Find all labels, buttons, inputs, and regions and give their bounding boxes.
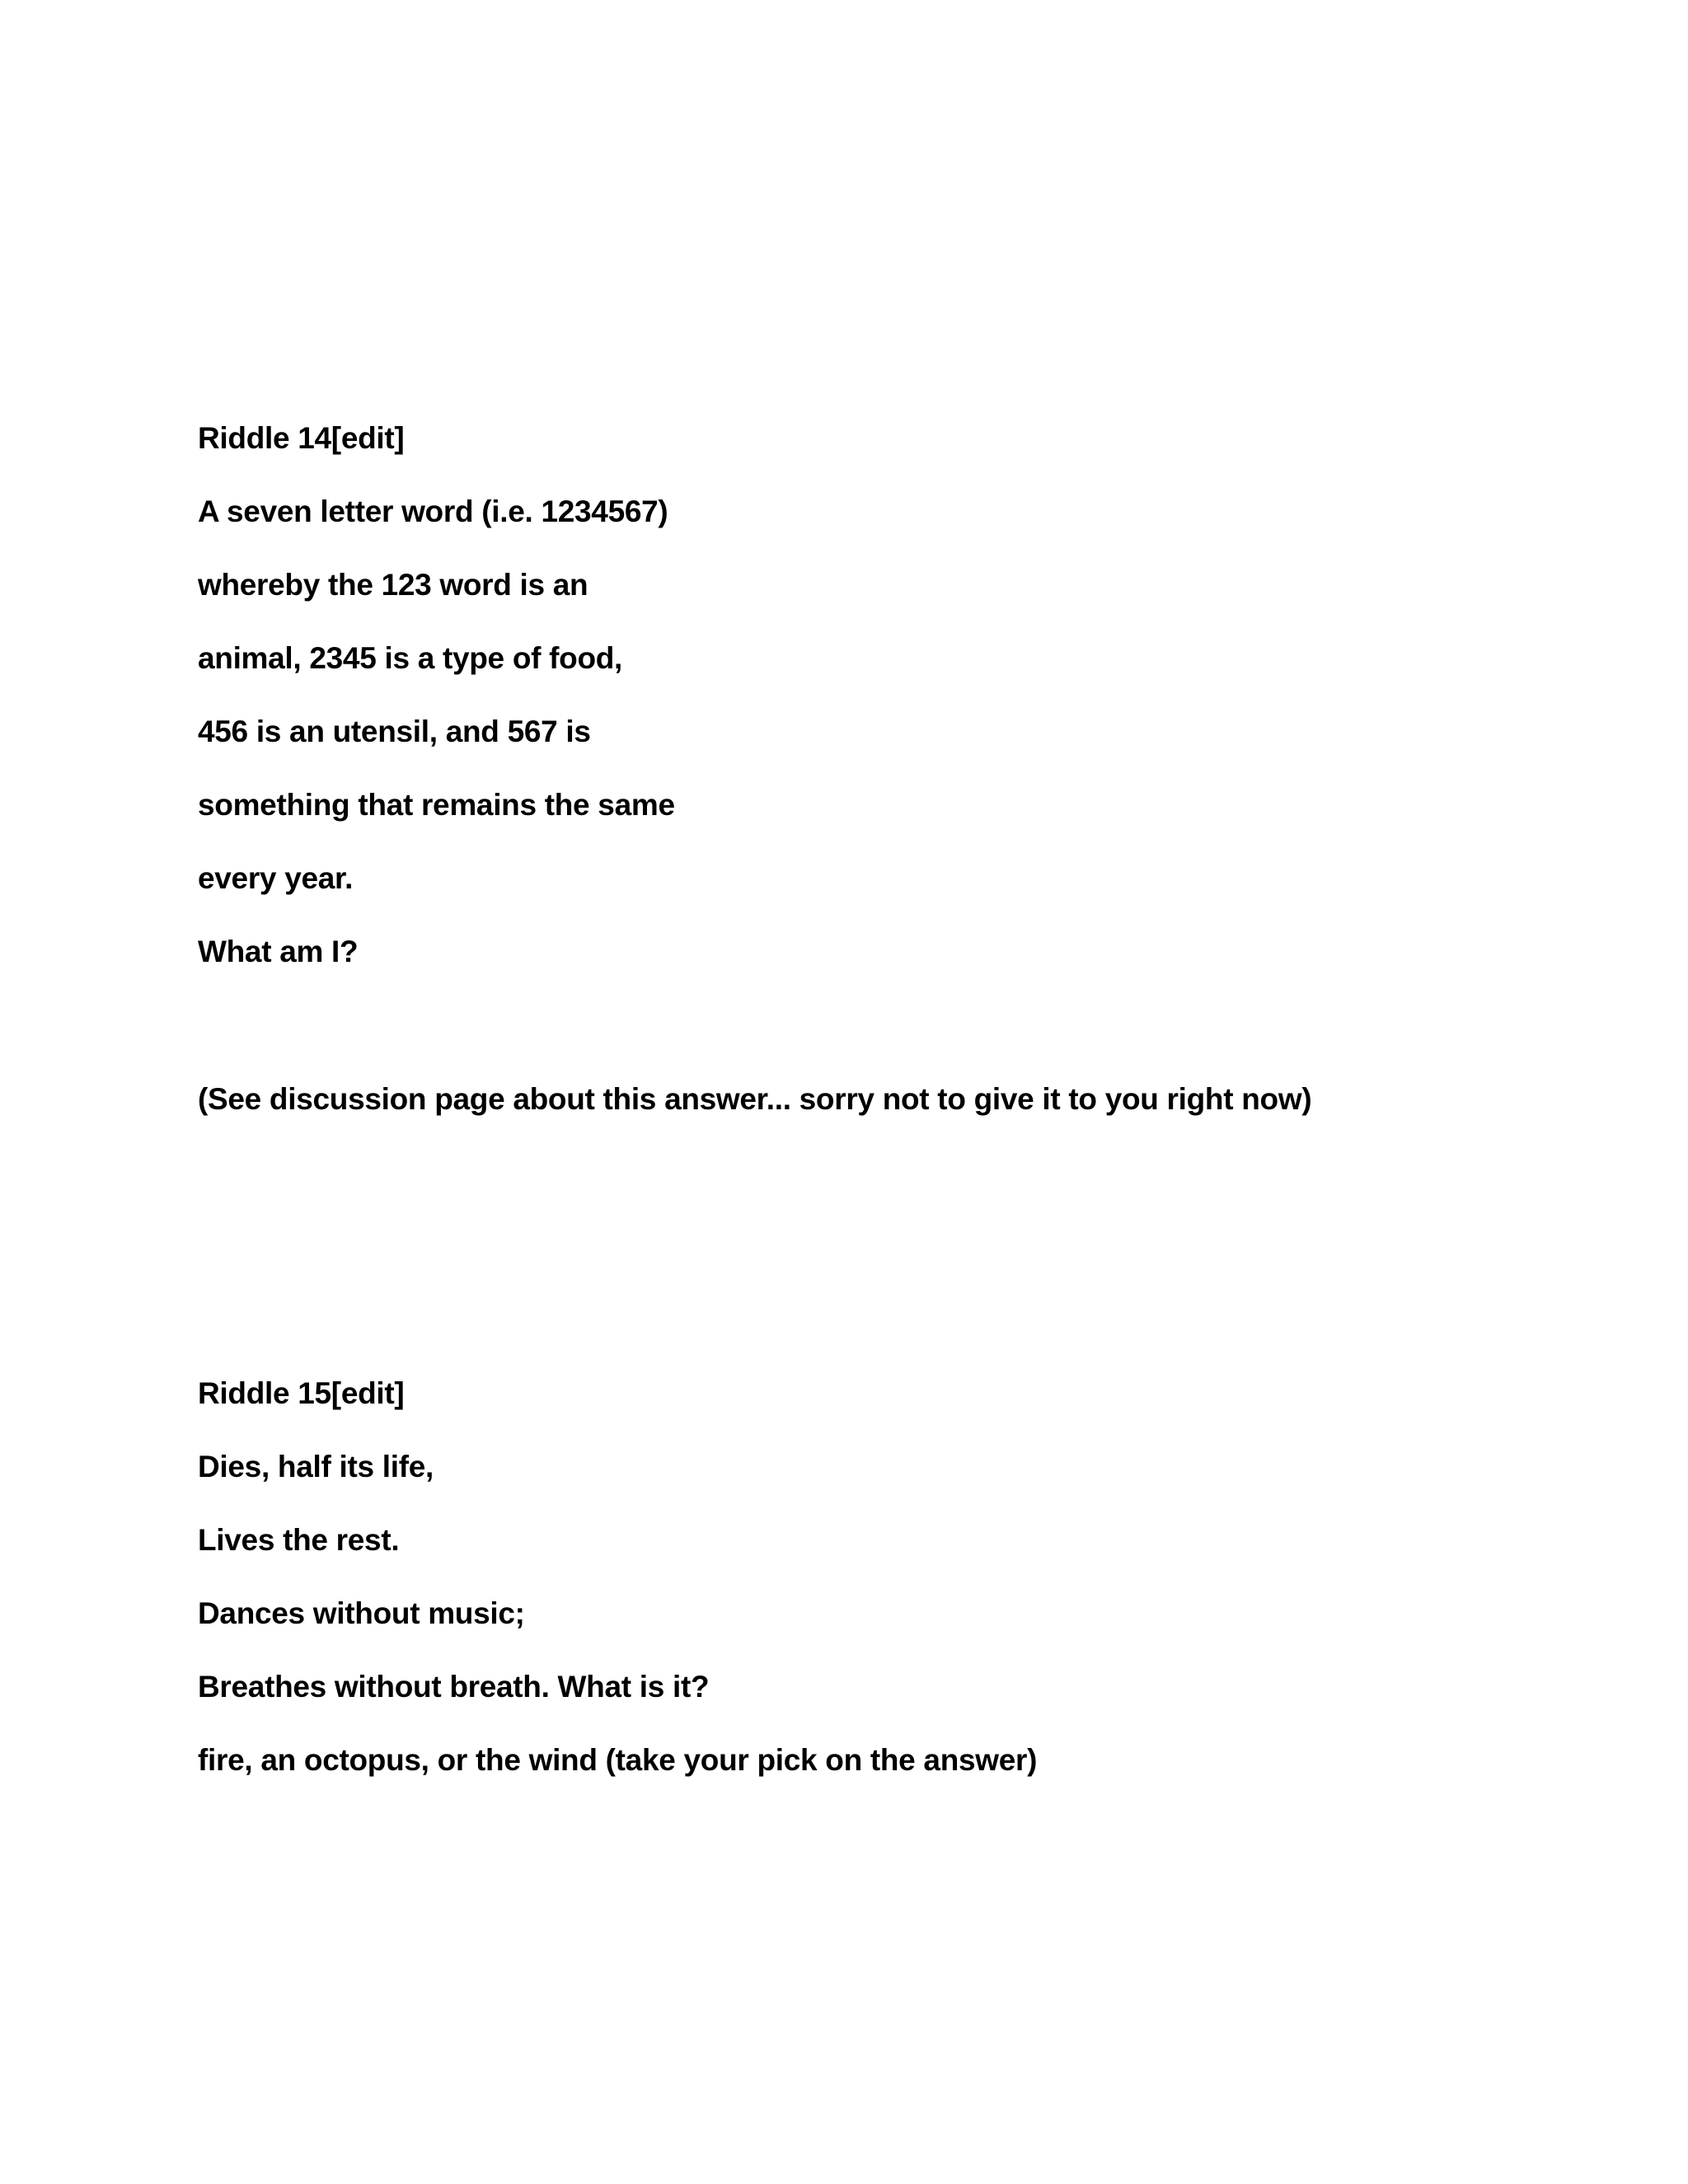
riddle-15-line-1: Dies, half its life,: [198, 1450, 434, 1483]
riddle-15-heading: [198, 1376, 404, 1412]
riddle-15-line-3: Dances without music;: [198, 1596, 525, 1630]
riddle-14-line-1: A seven letter word (i.e. 1234567): [198, 494, 668, 528]
riddle-14-line-7: What am I?: [198, 935, 359, 968]
riddle-14-line-3: animal, 2345 is a type of food,: [198, 641, 623, 675]
riddle-14-line-4: 456 is an utensil, and 567 is: [198, 715, 591, 748]
riddle-14-line-5: something that remains the same: [198, 788, 675, 822]
riddle-15-edit-link[interactable]: [edit]: [331, 1376, 405, 1410]
riddle-14-heading: [198, 420, 404, 457]
riddle-14-line-6: every year.: [198, 861, 354, 895]
riddle-15-line-2: Lives the rest.: [198, 1523, 400, 1557]
riddle-15-answer: fire, an octopus, or the wind (take your pick on the answer): [198, 1743, 1038, 1777]
riddle-15-line-4: Breathes without breath. What is it?: [198, 1670, 710, 1704]
riddle-14-note: (See discussion page about this answer... sorry not to give it to you right now): [198, 1082, 1312, 1116]
riddle-14-line-2: whereby the 123 word is an: [198, 568, 588, 602]
riddle-14-title: Riddle 14: [198, 421, 331, 455]
riddle-15-title: Riddle 15: [198, 1376, 331, 1410]
riddle-14-edit-link[interactable]: [edit]: [331, 421, 405, 455]
